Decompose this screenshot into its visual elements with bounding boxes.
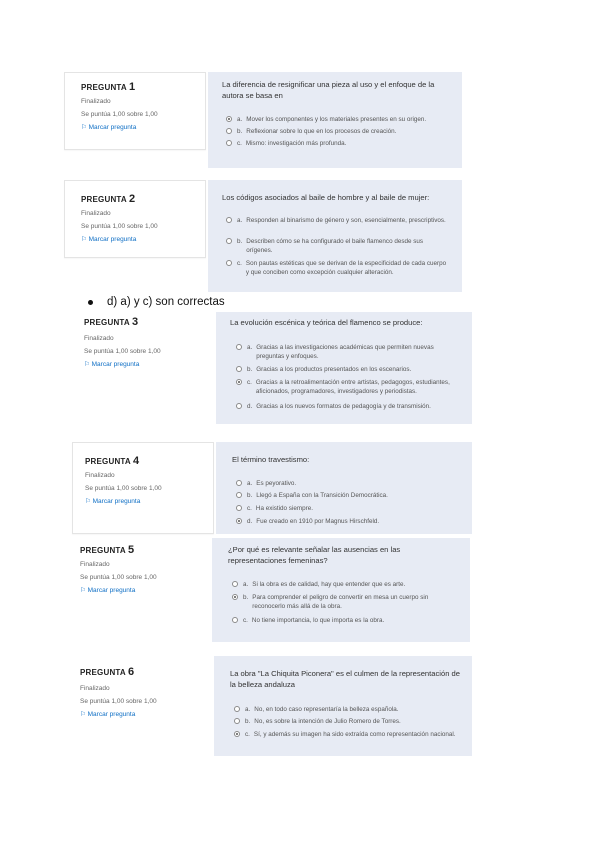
question-6-text: La obra "La Chiquita Piconera" es el culmen de la representación de la belleza andaluza: [230, 669, 460, 689]
question-3-meta: [84, 332, 161, 371]
question-2-option-b[interactable]: b. Describen cómo se ha configurado el baile flamenco desde sus orígenes.: [226, 237, 448, 255]
flag-icon: ⚐: [81, 236, 89, 243]
flag-icon: ⚐: [85, 498, 93, 505]
question-2-text: Los códigos asociados al baile de hombre y al baile de mujer:: [222, 193, 430, 202]
question-6-score: Se puntúa 1,00 sobre 1,00: [80, 698, 157, 705]
question-3-info: [72, 312, 212, 382]
question-5-meta: [80, 558, 157, 597]
radio-selected-icon[interactable]: [236, 518, 242, 524]
question-4-option-d[interactable]: d. Fue creado en 1910 por Magnus Hirschfeld.: [236, 517, 462, 526]
question-6-info: [72, 660, 206, 740]
question-2-content: [208, 180, 462, 292]
question-4-flag[interactable]: ⚐ Marcar pregunta: [85, 498, 141, 505]
question-5-option-b[interactable]: b. Para comprender el peligro de convertir en mesa un cuerpo sin reconocerlo más allá de la obra.: [232, 593, 460, 611]
radio-icon[interactable]: [226, 238, 232, 244]
question-3-status: Finalizado: [84, 335, 114, 342]
question-4-info: [72, 442, 214, 534]
question-3-title: PREGUNTA 3: [84, 316, 139, 328]
radio-icon[interactable]: [226, 128, 232, 134]
question-3-flag[interactable]: ⚐ Marcar pregunta: [84, 361, 140, 368]
question-1-option-a[interactable]: a. Mover los componentes y los materiales presentes en su origen.: [226, 115, 448, 124]
question-3-text: La evolución escénica y teórica del flamenco se produce:: [230, 318, 423, 327]
question-2-option-a[interactable]: a. Responden al binarismo de género y son, esencialmente, prescriptivos.: [226, 216, 448, 225]
question-2-title: PREGUNTA 2: [81, 193, 136, 205]
radio-selected-icon[interactable]: [234, 731, 240, 737]
question-3-option-b[interactable]: b. Gracias a los productos presentados en los escenarios.: [236, 365, 462, 374]
question-5-flag[interactable]: ⚐ Marcar pregunta: [80, 587, 136, 594]
radio-icon[interactable]: [226, 140, 232, 146]
question-5-info: [72, 540, 202, 620]
question-2-meta: [81, 207, 158, 246]
question-5-content: [212, 538, 470, 642]
question-4-option-c[interactable]: c. Ha existido siempre.: [236, 504, 462, 513]
answer-note: [88, 296, 225, 308]
question-3-score: Se puntúa 1,00 sobre 1,00: [84, 348, 161, 355]
question-6-title: PREGUNTA 6: [80, 666, 135, 678]
question-6-flag[interactable]: ⚐ Marcar pregunta: [80, 711, 136, 718]
flag-icon: ⚐: [80, 587, 88, 594]
question-1-option-c[interactable]: c. Mismo: investigación más profunda.: [226, 139, 448, 148]
radio-icon[interactable]: [226, 217, 232, 223]
question-5-option-c[interactable]: c. No tiene importancia, lo que importa es la obra.: [232, 616, 460, 625]
question-1-title: PREGUNTA 1: [81, 81, 136, 93]
flag-icon: ⚐: [84, 361, 92, 368]
question-3-option-c[interactable]: c. Gracias a la retroalimentación entre artistas, pedagogos, estudiantes, aficionados, programadores, investigadores y periodistas.: [236, 378, 462, 396]
answer-note-text: d) a) y c) son correctas: [107, 296, 225, 308]
question-6-status: Finalizado: [80, 685, 110, 692]
question-4-meta: [85, 469, 162, 508]
radio-icon[interactable]: [236, 492, 242, 498]
bullet-icon: [88, 300, 93, 305]
question-1-meta: [81, 95, 158, 134]
question-2-flag[interactable]: ⚐ Marcar pregunta: [81, 236, 137, 243]
question-5-option-a[interactable]: a. Si la obra es de calidad, hay que entender que es arte.: [232, 580, 460, 589]
flag-icon: ⚐: [81, 124, 89, 131]
question-4-status: Finalizado: [85, 472, 115, 479]
question-5-score: Se puntúa 1,00 sobre 1,00: [80, 574, 157, 581]
question-1-option-b[interactable]: b. Reflexionar sobre lo que en los procesos de creación.: [226, 127, 448, 136]
radio-icon[interactable]: [232, 581, 238, 587]
radio-icon[interactable]: [236, 480, 242, 486]
radio-icon[interactable]: [234, 718, 240, 724]
question-3-content: [216, 312, 472, 424]
radio-icon[interactable]: [236, 344, 242, 350]
question-1-score: Se puntúa 1,00 sobre 1,00: [81, 111, 158, 118]
question-6-meta: [80, 682, 157, 721]
question-1-flag[interactable]: ⚐ Marcar pregunta: [81, 124, 137, 131]
radio-icon[interactable]: [236, 366, 242, 372]
question-6-option-a[interactable]: a. No, en todo caso representaría la belleza española.: [234, 705, 462, 714]
question-2-status: Finalizado: [81, 210, 111, 217]
question-4-text: El término travestismo:: [232, 455, 310, 464]
flag-icon: ⚐: [80, 711, 88, 718]
radio-icon[interactable]: [236, 505, 242, 511]
question-6-option-b[interactable]: b. No, es sobre la intención de Julio Romero de Torres.: [234, 717, 462, 726]
radio-selected-icon[interactable]: [236, 379, 242, 385]
radio-selected-icon[interactable]: [226, 116, 232, 122]
question-4-content: [216, 442, 472, 534]
question-4-option-b[interactable]: b. Llegó a España con la Transición Democrática.: [236, 491, 462, 500]
question-5-title: PREGUNTA 5: [80, 544, 135, 556]
question-2-option-c[interactable]: c. Son pautas estéticas que se derivan de la especificidad de cada cuerpo y que conciben como excepción cualquier alteración.: [226, 259, 448, 277]
radio-icon[interactable]: [232, 617, 238, 623]
radio-selected-icon[interactable]: [232, 594, 238, 600]
question-2-score: Se puntúa 1,00 sobre 1,00: [81, 223, 158, 230]
radio-icon[interactable]: [226, 260, 232, 266]
radio-icon[interactable]: [236, 403, 242, 409]
question-5-text: ¿Por qué es relevante señalar las ausencias en las representaciones femeninas?: [228, 545, 401, 565]
question-1-status: Finalizado: [81, 98, 111, 105]
question-3-option-d[interactable]: d. Gracias a los nuevos formatos de pedagogía y de transmisión.: [236, 402, 462, 411]
question-6-option-c[interactable]: c. Sí, y además su imagen ha sido extraída como representación nacional.: [234, 730, 462, 739]
question-6-content: [214, 656, 472, 756]
question-1-text: La diferencia de resignificar una pieza al uso y el enfoque de la autora se basa en: [222, 80, 435, 100]
question-1-content: [208, 72, 462, 168]
question-5-status: Finalizado: [80, 561, 110, 568]
question-3-option-a[interactable]: a. Gracias a las investigaciones académicas que permiten nuevas preguntas y enfoques.: [236, 343, 462, 361]
question-4-option-a[interactable]: a. Es peyorativo.: [236, 479, 462, 488]
question-4-title: PREGUNTA 4: [85, 455, 140, 467]
question-2-info: [64, 180, 206, 258]
radio-icon[interactable]: [234, 706, 240, 712]
question-4-score: Se puntúa 1,00 sobre 1,00: [85, 485, 162, 492]
question-1-info: [64, 72, 206, 150]
